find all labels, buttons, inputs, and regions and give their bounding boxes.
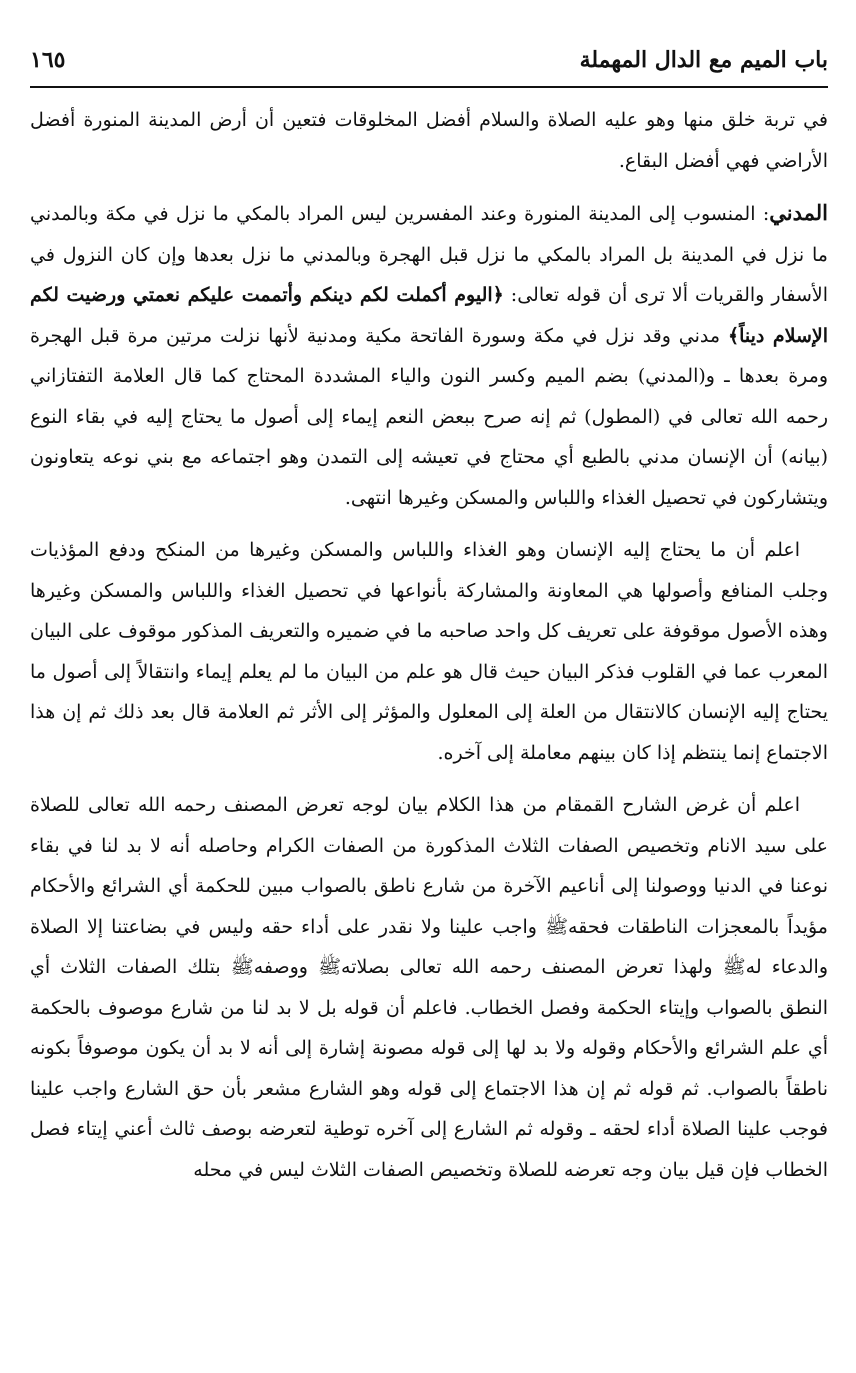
paragraph-3: [30, 530, 828, 773]
paragraph-2-part-1: : المنسوب إلى المدينة المنورة وعند المفسرين ليس المراد بالمكي ما نزل في مكة وبالمدني ما نزل في المدينة بل المراد بالمكي ما نزل قبل الهجرة وبالمدني ما نزل بعدها وإن كان النزول في الأسفار والقريات ألا ترى أن قوله تعالى:: [30, 203, 828, 306]
paragraph-2-part-2: مدني وقد نزل في مكة وسورة الفاتحة مكية ومدنية لأنها نزلت مرتين مرة قبل الهجرة ومرة بعدها ـ و(المدني) بضم الميم وكسر النون والياء المشددة المحتاج كما قال العلامة التفتازاني رحمه الله تعالى في (المطول) ثم إنه صرح ببعض النعم إيماء إلى أصول ما يحتاج إليه في بقاء النوع (بيانه) أن الإنسان مدني بالطبع أي محتاج في تعيشه إلى التمدن وهو اجتماعه مع بني نوعه يتعاونون ويتشاركون في تحصيل الغذاء واللباس والمسكن وغيرها انتهى.: [30, 324, 828, 509]
paragraph-2: [30, 193, 828, 518]
chapter-title: باب الميم مع الدال المهملة: [579, 47, 828, 73]
paragraph-4-text: اعلم أن غرض الشارح القمقام من هذا الكلام بيان لوجه تعرض المصنف رحمه الله تعالى للصلاة على سيد الانام وتخصيص الصفات الثلاث المذكورة من الصفات الكرام وحاصله أنه لا بد لنا في بقاء نوعنا في الدنيا ووصولنا إلى أناعيم الآخرة من شارع ناطق بالصواب مبين للحكمة أي الشرائع والأحكام مؤيداً بالمعجزات الناطقات فحقهﷺ واجب علينا ولا نقدر على أداء حقه وليس في بضاعتنا إلا الصلاة والدعاء لهﷺ ولهذا تعرض المصنف رحمه الله تعالى بصلاتهﷺ ووصفهﷺ بتلك الصفات الثلاث أي النطق بالصواب وإيتاء الحكمة وفصل الخطاب. فاعلم أن قوله بل لا بد لنا من شارع موصوف بالحكمة أي علم الشرائع والأحكام وقوله ولا بد لها إلى قوله مصونة إشارة إلى أنه لا بد أن يكون موصوفاً بكونه ناطقاً بالصواب. ثم قوله ثم إن هذا الاجتماع إلى قوله وهو الشارع مشعر بأن حق الشارع واجب علينا فوجب علينا الصلاة أداء لحقه ـ وقوله ثم الشارع إلى آخره توطية لتعرضه بوصف ثالث أعني إيتاء فصل الخطاب فإن قيل بيان وجه تعرضه للصلاة وتخصيص الصفات الثلاث ليس في محله: [30, 794, 828, 1181]
running-header: [30, 40, 828, 80]
paragraph-4: [30, 785, 828, 1190]
paragraph-3-text: اعلم أن ما يحتاج إليه الإنسان وهو الغذاء واللباس والمسكن وغيرها من المنكح ودفع المؤذيات وجلب المنافع وأصولها هي المعاونة والمشاركة بأنواعها في تحصيل الغذاء واللباس والمسكن وغيرها وهذه الأصول موقوفة على تعريف كل واحد صاحبه ما في ضميره والتعريف المذكور موقوف على البيان المعرب عما في القلوب فذكر البيان حيث قال هو علم من البيان ما لم يعلم إيماء وانتقالاً إلى أصول ما يحتاج إليه الإنسان كالانتقال من العلة إلى المعلول والمؤثر إلى الأثر ثم العلامة قال بعد ذلك ثم إن هذا الاجتماع إنما ينتظم إذا كان بينهم معاملة إلى آخره.: [30, 539, 828, 764]
entry-headword: المدني: [769, 200, 828, 225]
header-rule: [30, 86, 828, 88]
paragraph-1: في تربة خلق منها وهو عليه الصلاة والسلام أفضل المخلوقات فتعين أن أرض المدينة المنورة أفضل الأراضي فهي أفضل البقاع.: [30, 109, 828, 172]
page-body: [30, 100, 828, 1202]
page-number: ١٦٥: [30, 47, 66, 73]
quran-verse: ﴿اليوم أكملت لكم دينكم وأتممت عليكم نعمتي ورضيت لكم الإسلام ديناً﴾: [30, 284, 828, 347]
